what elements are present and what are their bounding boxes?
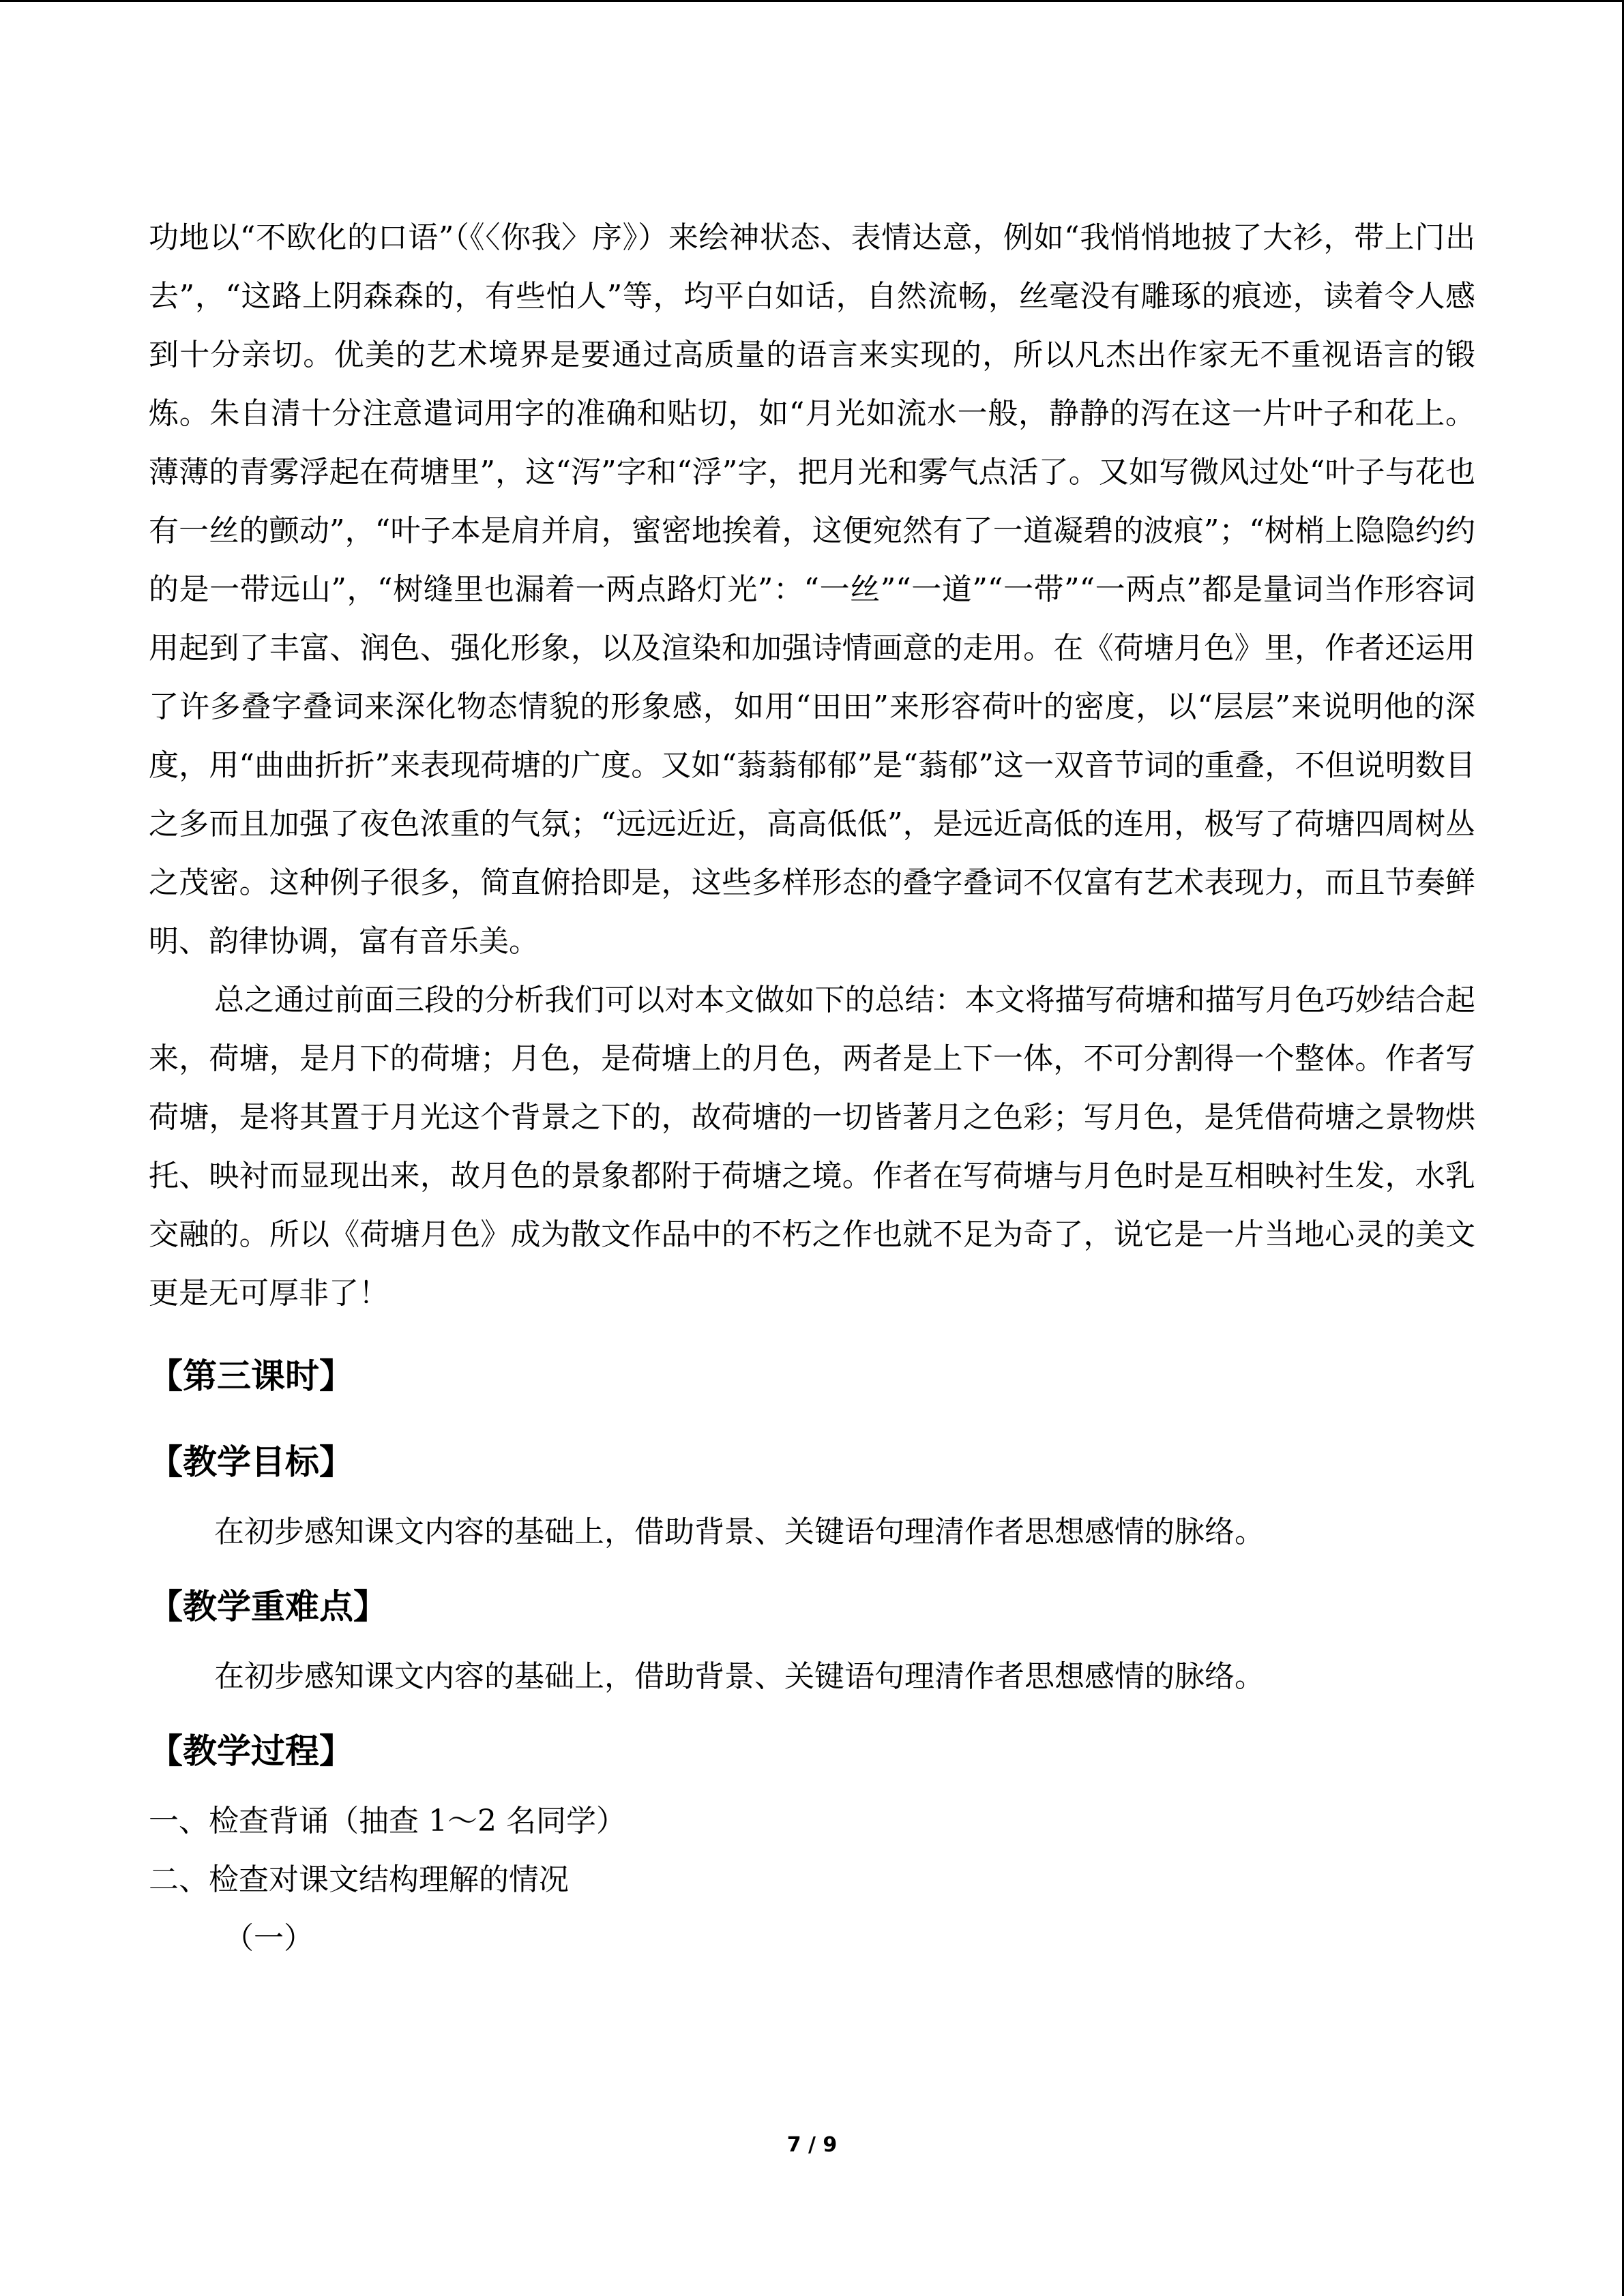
process-step-2-sub-1: （一）	[224, 1921, 314, 1956]
section-heading-process: 【教学过程】	[149, 1731, 353, 1771]
top-border-line	[0, 0, 1624, 2]
process-step-2: 二、检查对课文结构理解的情况	[149, 1862, 569, 1897]
difficulty-text: 在初步感知课文内容的基础上，借助背景、关键语句理清作者思想感情的脉络。	[214, 1659, 1265, 1694]
goals-text: 在初步感知课文内容的基础上，借助背景、关键语句理清作者思想感情的脉络。	[214, 1515, 1265, 1549]
section-heading-goals: 【教学目标】	[149, 1442, 353, 1482]
body-paragraph-2: 总之通过前面三段的分析我们可以对本文做如下的总结：本文将描写荷塘和描写月色巧妙结合起来，荷塘，是月下的荷塘；月色，是荷塘上的月色，两者是上下一体，不可分割得一个整体。作者写荷塘，是将其置于月光这个背景之下的，故荷塘的一切皆著月之色彩；写月色，是凭借荷塘之景物烘托、映衬而显现出来，故月色的景象都附于荷塘之境。作者在写荷塘与月色时是互相映衬生发，水乳交融的。所以《荷塘月色》成为散文作品中的不朽之作也就不足为奇了，说它是一片当地心灵的美文更是无可厚非了！	[149, 983, 1475, 1311]
section-heading-lesson3: 【第三课时】	[149, 1356, 353, 1396]
page-number: 7 / 9	[786, 2133, 838, 2157]
document-content	[149, 209, 1475, 1968]
process-step-1: 一、检查背诵（抽查 1～2 名同学）	[149, 1804, 626, 1838]
body-paragraph-1: 功地以“不欧化的口语”（《〈你我〉序》）来绘神状态、表情达意，例如“我悄悄地披了大衫，带上门出去”，“这路上阴森森的，有些怕人”等，均平白如话，自然流畅，丝毫没有雕琢的痕迹，读着令人感到十分亲切。优美的艺术境界是要通过高质量的语言来实现的，所以凡杰出作家无不重视语言的锻炼。朱自清十分注意遣词用字的准确和贴切，如“月光如流水一般，静静的泻在这一片叶子和花上。薄薄的青雾浮起在荷塘里”，这“泻”字和“浮”字，把月光和雾气点活了。又如写微风过处“叶子与花也有一丝的颤动”，“叶子本是肩并肩，蜜密地挨着，这便宛然有了一道凝碧的波痕”；“树梢上隐隐约约的是一带远山”，“树缝里也漏着一两点路灯光”：“一丝”“一道”“一带”“一两点”都是量词当作形容词用起到了丰富、润色、强化形象，以及渲染和加强诗情画意的走用。在《荷塘月色》里，作者还运用了许多叠字叠词来深化物态情貌的形象感，如用“田田”来形容荷叶的密度，以“层层”来说明他的深度，用“曲曲折折”来表现荷塘的广度。又如“蓊蓊郁郁”是“蓊郁”这一双音节词的重叠，不但说明数目之多而且加强了夜色浓重的气氛；“远远近近，高高低低”，是远近高低的连用，极写了荷塘四周树丛之茂密。这种例子很多，简直俯拾即是，这些多样形态的叠字叠词不仅富有艺术表现力，而且节奏鲜明、韵律协调，富有音乐美。	[149, 220, 1475, 959]
section-heading-difficulty: 【教学重难点】	[149, 1587, 387, 1626]
